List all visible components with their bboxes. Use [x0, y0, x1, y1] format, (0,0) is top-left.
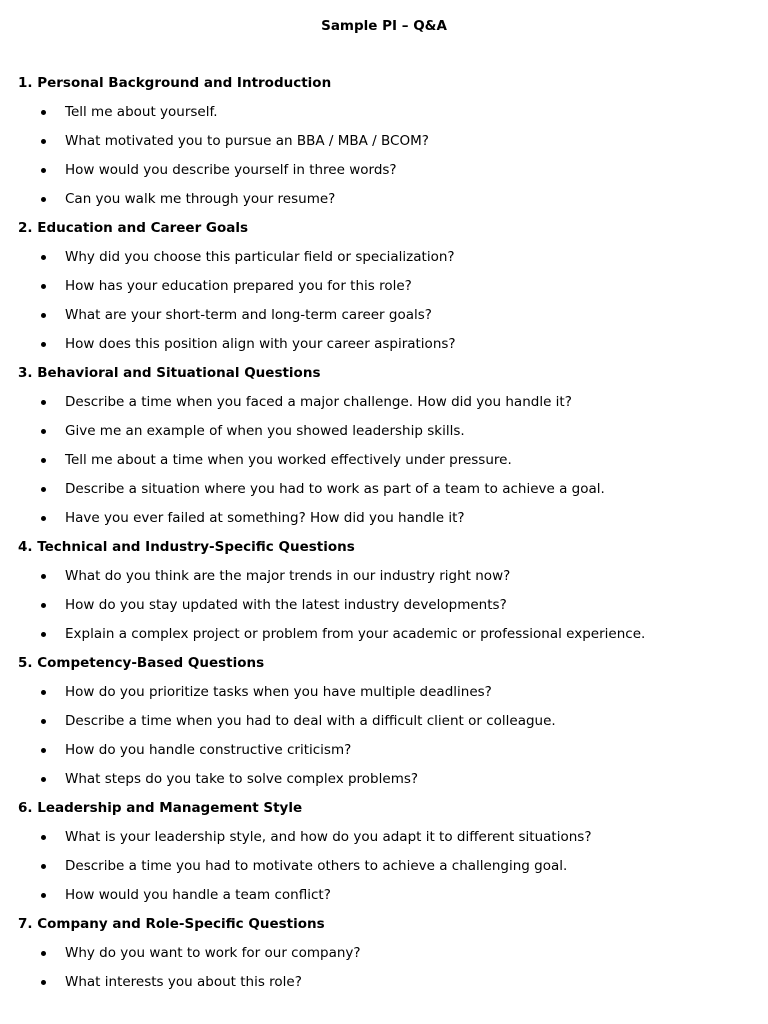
question-text: How do you handle constructive criticism?: [65, 742, 352, 758]
question-item: [18, 451, 758, 480]
question-text: Describe a time when you faced a major challenge. How did you handle it?: [65, 394, 572, 410]
question-item: [18, 306, 758, 335]
bullet-icon: [41, 458, 46, 463]
question-item: [18, 625, 758, 654]
question-text: Describe a situation where you had to work as part of a team to achieve a goal.: [65, 481, 605, 497]
question-item: [18, 712, 758, 741]
question-item: [18, 596, 758, 625]
question-item: [18, 422, 758, 451]
question-item: [18, 741, 758, 770]
bullet-icon: [41, 342, 46, 347]
question-list: [18, 248, 758, 364]
bullet-icon: [41, 951, 46, 956]
question-item: [18, 509, 758, 538]
question-text: Tell me about a time when you worked effectively under pressure.: [65, 452, 512, 468]
question-item: [18, 190, 758, 219]
section-heading: 7. Company and Role-Specific Questions: [18, 916, 325, 932]
question-list: [18, 103, 758, 219]
bullet-icon: [41, 893, 46, 898]
bullet-icon: [41, 690, 46, 695]
section-heading: 6. Leadership and Management Style: [18, 800, 303, 816]
bullet-icon: [41, 400, 46, 405]
bullet-icon: [41, 255, 46, 260]
question-item: [18, 944, 758, 973]
question-list: [18, 944, 758, 1002]
section-heading: 4. Technical and Industry-Specific Questions: [18, 539, 355, 555]
section-heading: 5. Competency-Based Questions: [18, 655, 265, 671]
bullet-icon: [41, 516, 46, 521]
question-text: What is your leadership style, and how do you adapt it to different situations?: [65, 829, 592, 845]
question-item: [18, 103, 758, 132]
question-text: What steps do you take to solve complex problems?: [65, 771, 419, 787]
question-text: Explain a complex project or problem from your academic or professional experience.: [65, 626, 646, 642]
question-item: [18, 335, 758, 364]
section-heading: 1. Personal Background and Introduction: [18, 75, 332, 91]
question-item: [18, 770, 758, 799]
question-item: [18, 161, 758, 190]
question-list: [18, 567, 758, 654]
question-item: [18, 683, 758, 712]
bullet-icon: [41, 139, 46, 144]
bullet-icon: [41, 574, 46, 579]
question-text: Tell me about yourself.: [65, 104, 218, 120]
bullet-icon: [41, 864, 46, 869]
bullet-icon: [41, 603, 46, 608]
question-text: How does this position align with your career aspirations?: [65, 336, 456, 352]
question-item: [18, 277, 758, 306]
bullet-icon: [41, 110, 46, 115]
section-heading: 2. Education and Career Goals: [18, 220, 249, 236]
question-text: Have you ever failed at something? How did you handle it?: [65, 510, 465, 526]
bullet-icon: [41, 168, 46, 173]
question-text: Why do you want to work for our company?: [65, 945, 361, 961]
question-text: How would you describe yourself in three words?: [65, 162, 397, 178]
bullet-icon: [41, 429, 46, 434]
question-text: How has your education prepared you for this role?: [65, 278, 412, 294]
bullet-icon: [41, 632, 46, 637]
question-item: [18, 567, 758, 596]
question-item: [18, 132, 758, 161]
question-text: Can you walk me through your resume?: [65, 191, 336, 207]
question-text: Describe a time you had to motivate others to achieve a challenging goal.: [65, 858, 568, 874]
bullet-icon: [41, 719, 46, 724]
question-text: How do you prioritize tasks when you have multiple deadlines?: [65, 684, 492, 700]
question-item: [18, 828, 758, 857]
question-list: [18, 393, 758, 538]
question-item: [18, 393, 758, 422]
question-text: Why did you choose this particular field or specialization?: [65, 249, 455, 265]
question-list: [18, 683, 758, 799]
bullet-icon: [41, 980, 46, 985]
document-body: [18, 74, 758, 1002]
question-text: Describe a time when you had to deal with a difficult client or colleague.: [65, 713, 556, 729]
question-item: [18, 973, 758, 1002]
question-text: How would you handle a team conflict?: [65, 887, 331, 903]
question-text: What are your short-term and long-term career goals?: [65, 307, 432, 323]
bullet-icon: [41, 777, 46, 782]
question-item: [18, 248, 758, 277]
question-text: What do you think are the major trends in our industry right now?: [65, 568, 511, 584]
section-heading: 3. Behavioral and Situational Questions: [18, 365, 321, 381]
question-list: [18, 828, 758, 915]
bullet-icon: [41, 835, 46, 840]
page-title: Sample PI – Q&A: [321, 18, 447, 34]
question-item: [18, 857, 758, 886]
question-item: [18, 480, 758, 509]
bullet-icon: [41, 284, 46, 289]
bullet-icon: [41, 313, 46, 318]
bullet-icon: [41, 487, 46, 492]
question-text: How do you stay updated with the latest industry developments?: [65, 597, 507, 613]
question-text: What interests you about this role?: [65, 974, 302, 990]
bullet-icon: [41, 748, 46, 753]
bullet-icon: [41, 197, 46, 202]
question-text: Give me an example of when you showed leadership skills.: [65, 423, 465, 439]
question-item: [18, 886, 758, 915]
question-text: What motivated you to pursue an BBA / MBA / BCOM?: [65, 133, 429, 149]
